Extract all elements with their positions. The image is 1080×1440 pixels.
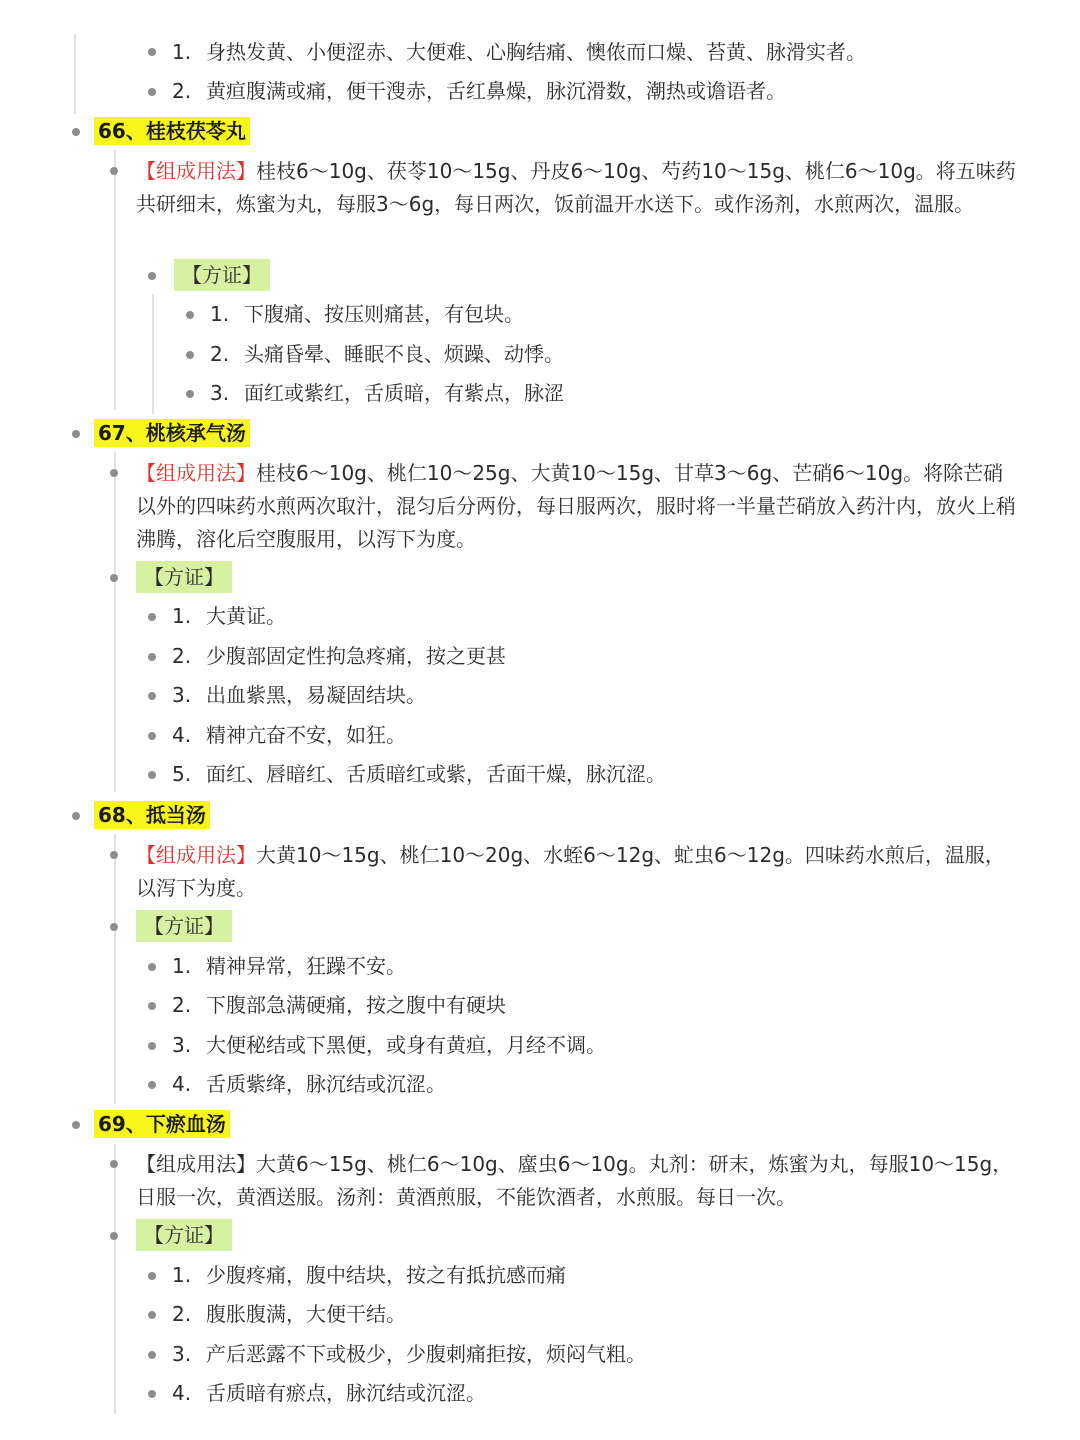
list-bullet <box>148 771 156 779</box>
list-item: 3. 面红或紫红，舌质暗，有紫点，脉涩 <box>210 381 564 405</box>
composition-paragraph: 【组成用法】桂枝6～10g、茯苓10～15g、丹皮6～10g、芍药10～15g、桃仁6～10g。将五味药共研细末，炼蜜为丸，每服3～6g，每日两次，饭前温开水送下。或作汤剂，水煎两次，温服。 <box>136 159 1016 216</box>
list-bullet <box>110 851 118 859</box>
list-bullet <box>148 48 156 56</box>
section-title: 66、桂枝茯苓丸 <box>94 115 250 148</box>
section-bullet <box>72 812 80 820</box>
outline-guide-line <box>74 34 76 114</box>
list-bullet <box>148 732 156 740</box>
list-bullet <box>110 1160 118 1168</box>
fangzheng-label: 【方证】 <box>136 561 232 594</box>
list-item: 1. 少腹疼痛，腹中结块，按之有抵抗感而痛 <box>172 1263 566 1287</box>
composition-tag: 【组成用法】 <box>136 159 256 183</box>
list-bullet <box>148 1002 156 1010</box>
fangzheng-label: 【方证】 <box>136 910 232 943</box>
list-item: 4. 舌质暗有瘀点，脉沉结或沉涩。 <box>172 1381 486 1405</box>
list-bullet <box>148 1351 156 1359</box>
section-title: 67、桃核承气汤 <box>94 417 250 450</box>
list-item: 2. 腹胀腹满，大便干结。 <box>172 1302 406 1326</box>
list-bullet <box>110 167 118 175</box>
list-item: 1. 精神异常，狂躁不安。 <box>172 954 406 978</box>
list-item: 1. 下腹痛、按压则痛甚，有包块。 <box>210 302 524 326</box>
list-bullet <box>148 1390 156 1398</box>
list-bullet <box>148 963 156 971</box>
outline-guide-line <box>152 294 154 414</box>
fangzheng-label: 【方证】 <box>174 259 270 292</box>
section-bullet <box>72 1121 80 1129</box>
list-item: 2. 黄疸腹满或痛，便干溲赤，舌红鼻燥，脉沉滑数，潮热或谵语者。 <box>172 79 786 103</box>
composition-paragraph: 【组成用法】大黄6～15g、桃仁6～10g、䗪虫6～10g。丸剂：研末，炼蜜为丸，每服10～15g，日服一次，黄酒送服。汤剂：黄酒煎服，不能饮酒者，水煎服。每日一次。 <box>136 1152 1013 1209</box>
list-item: 3. 大便秘结或下黑便，或身有黄疸，月经不调。 <box>172 1033 606 1057</box>
list-bullet <box>110 1232 118 1240</box>
composition-paragraph: 【组成用法】桂枝6～10g、桃仁10～25g、大黄10～15g、甘草3～6g、芒硝6～10g。将除芒硝以外的四味药水煎两次取汁，混匀后分两份，每日服两次，服时将一半量芒硝放入药汁内，放火上稍沸腾，溶化后空腹服用，以泻下为度。 <box>136 461 1016 551</box>
list-item: 3. 出血紫黑，易凝固结块。 <box>172 683 426 707</box>
list-item: 4. 舌质紫绛，脉沉结或沉涩。 <box>172 1072 446 1096</box>
composition-tag: 【组成用法】 <box>136 843 256 867</box>
outline-guide-line <box>114 452 116 792</box>
outline-guide-line <box>114 1144 116 1414</box>
list-bullet <box>148 272 156 280</box>
list-bullet <box>110 923 118 931</box>
list-item: 4. 精神亢奋不安，如狂。 <box>172 723 406 747</box>
list-item: 5. 面红、唇暗红、舌质暗红或紫，舌面干燥，脉沉涩。 <box>172 762 666 786</box>
list-bullet <box>148 653 156 661</box>
section-title: 69、下瘀血汤 <box>94 1108 230 1141</box>
list-bullet <box>186 311 194 319</box>
list-bullet <box>148 88 156 96</box>
section-title: 68、抵当汤 <box>94 799 210 832</box>
list-bullet <box>148 613 156 621</box>
list-bullet <box>148 692 156 700</box>
list-item: 1. 身热发黄、小便涩赤、大便难、心胸结痛、懊侬而口燥、苔黄、脉滑实者。 <box>172 40 866 64</box>
list-bullet <box>110 469 118 477</box>
list-bullet <box>148 1311 156 1319</box>
list-bullet <box>186 390 194 398</box>
list-item: 2. 头痛昏晕、睡眠不良、烦躁、动悸。 <box>210 342 564 366</box>
outline-guide-line <box>114 150 116 410</box>
list-bullet <box>148 1272 156 1280</box>
composition-paragraph: 【组成用法】大黄10～15g、桃仁10～20g、水蛭6～12g、虻虫6～12g。四味药水煎后，温服，以泻下为度。 <box>136 843 1005 900</box>
composition-tag: 【组成用法】 <box>136 1152 256 1176</box>
list-bullet <box>110 574 118 582</box>
list-bullet <box>148 1042 156 1050</box>
list-item: 2. 少腹部固定性拘急疼痛，按之更甚 <box>172 644 506 668</box>
list-item: 2. 下腹部急满硬痛，按之腹中有硬块 <box>172 993 506 1017</box>
composition-tag: 【组成用法】 <box>136 461 256 485</box>
list-bullet <box>186 351 194 359</box>
section-bullet <box>72 430 80 438</box>
list-bullet <box>148 1081 156 1089</box>
list-item: 1. 大黄证。 <box>172 604 286 628</box>
outline-guide-line <box>114 834 116 1104</box>
list-item: 3. 产后恶露不下或极少，少腹刺痛拒按，烦闷气粗。 <box>172 1342 646 1366</box>
section-bullet <box>72 128 80 136</box>
fangzheng-label: 【方证】 <box>136 1219 232 1252</box>
